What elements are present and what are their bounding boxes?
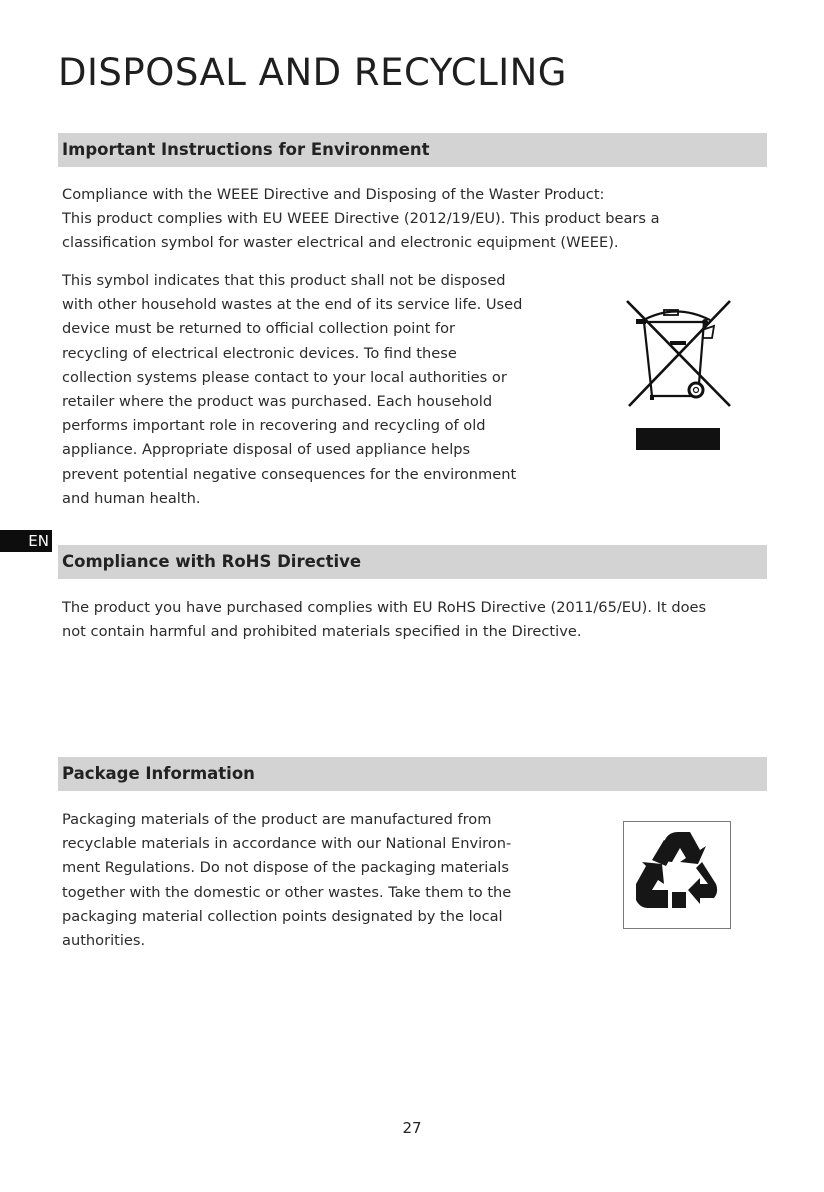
text-line: This symbol indicates that this product shall not be disposed xyxy=(62,272,506,289)
crossed-out-wheelie-bin-icon xyxy=(622,296,736,456)
text-line: packaging material collection points designated by the local xyxy=(62,907,503,925)
language-code: EN xyxy=(28,532,49,550)
text-line: The product you have purchased complies with EU RoHS Directive (2011/65/EU). It does xyxy=(62,599,707,616)
recycling-symbol-icon xyxy=(624,822,730,928)
text-line: and human health. xyxy=(62,489,201,507)
section-heading: Package Information xyxy=(62,764,255,783)
text-line: This product complies with EU WEEE Directive (2012/19/EU). This product bears a xyxy=(62,210,660,228)
text-line: appliance. Appropriate disposal of used appliance helps xyxy=(62,441,471,459)
weee-compliance-intro xyxy=(62,183,660,256)
text-line: recycling of electrical electronic devices. To find these xyxy=(62,344,457,362)
weee-disposal-paragraph xyxy=(62,269,522,511)
text-line: ment Regulations. Do not dispose of the packaging materials xyxy=(62,859,509,877)
language-tab-en xyxy=(0,530,52,552)
section-heading: Compliance with RoHS Directive xyxy=(62,552,362,571)
rohs-paragraph xyxy=(62,596,706,644)
page-number: 27 xyxy=(402,1119,422,1137)
text-line: Packaging materials of the product are manufactured from xyxy=(62,811,492,828)
text-line: together with the domestic or other wastes. Take them to the xyxy=(62,883,512,901)
text-line: retailer where the product was purchased. Each household xyxy=(62,393,493,411)
text-line: recyclable materials in accordance with our National Environ- xyxy=(62,835,512,853)
section-header-package xyxy=(58,757,767,791)
page-title: DISPOSAL AND RECYCLING xyxy=(58,51,567,94)
text-line: prevent potential negative consequences for the environment xyxy=(62,465,517,483)
section-header-rohs xyxy=(58,545,767,579)
package-paragraph xyxy=(62,808,511,953)
text-line: performs important role in recovering and recycling of old xyxy=(62,417,486,435)
recycling-symbol-box xyxy=(623,821,731,929)
text-line: not contain harmful and prohibited materials specified in the Directive. xyxy=(62,623,582,641)
text-line: device must be returned to official collection point for xyxy=(62,320,456,338)
text-line: classification symbol for waster electrical and electronic equipment (WEEE). xyxy=(62,234,619,252)
text-line: authorities. xyxy=(62,932,146,950)
section-header-environment xyxy=(58,133,767,167)
text-line: with other household wastes at the end of its service life. Used xyxy=(62,296,523,314)
text-line: collection systems please contact to your local authorities or xyxy=(62,368,507,386)
text-line: Compliance with the WEEE Directive and Disposing of the Waster Product: xyxy=(62,186,605,203)
section-heading: Important Instructions for Environment xyxy=(62,140,430,159)
